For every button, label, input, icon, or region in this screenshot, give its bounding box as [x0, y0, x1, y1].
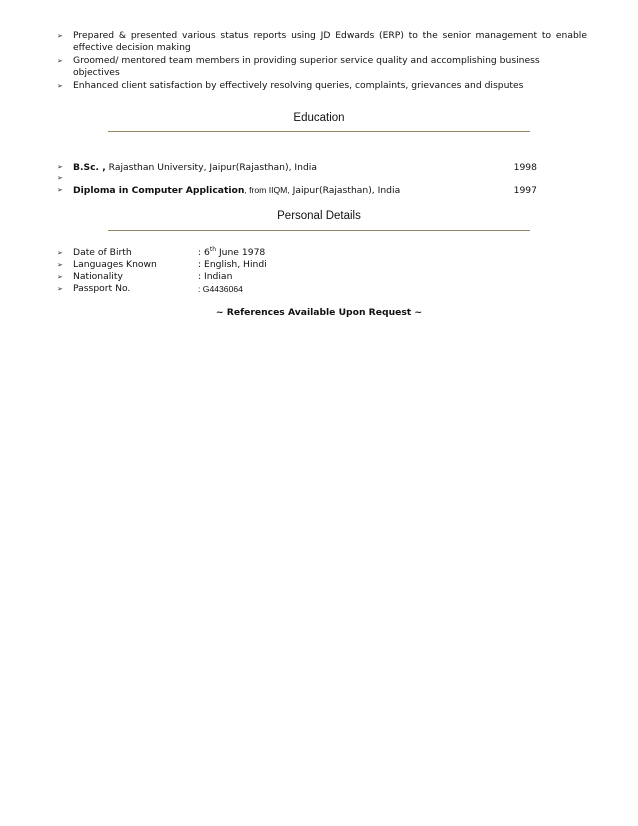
arrow-bullet-icon: ➢ — [57, 174, 63, 182]
graduation-year: 1998 — [513, 162, 537, 173]
degree-name: Diploma in Computer Application — [73, 185, 245, 196]
bullet-text: Prepared & presented various status reports using JD Edwards (ERP) to the senior management to enable effective decision making — [73, 30, 587, 54]
nationality-label: Nationality — [73, 271, 123, 282]
nationality-value: : Indian — [198, 271, 233, 282]
personal-details-divider — [108, 230, 530, 231]
education-heading: Education — [293, 112, 345, 124]
institution-location: Jaipur(Rajasthan), India — [289, 185, 401, 196]
experience-bullets — [57, 30, 587, 92]
languages-value: : English, Hindi — [198, 259, 267, 270]
graduation-year: 1997 — [513, 185, 537, 196]
institution: Rajasthan University, Jaipur(Rajasthan), India — [105, 162, 317, 173]
arrow-bullet-icon: ➢ — [57, 81, 63, 90]
bullet-text: Groomed/ mentored team members in providing superior service quality and accomplishing business objectives — [73, 54, 540, 79]
arrow-bullet-icon: ➢ — [57, 249, 63, 257]
arrow-bullet-icon: ➢ — [57, 32, 63, 40]
list-item — [57, 30, 587, 55]
education-divider — [108, 131, 530, 132]
bullet-text: Enhanced client satisfaction by effectively resolving queries, complaints, grievances and disputes — [73, 79, 524, 91]
nationality-row — [57, 271, 357, 283]
passport-label: Passport No. — [73, 283, 131, 294]
arrow-bullet-icon: ➢ — [57, 163, 63, 171]
arrow-bullet-icon: ➢ — [57, 56, 63, 65]
arrow-bullet-icon: ➢ — [57, 285, 63, 293]
arrow-bullet-icon: ➢ — [57, 186, 63, 194]
passport-value: : G4436064 — [198, 284, 243, 294]
passport-row — [57, 283, 357, 295]
personal-details-heading: Personal Details — [277, 210, 361, 222]
arrow-bullet-icon: ➢ — [57, 261, 63, 269]
references-note: ~ References Available Upon Request ~ — [215, 307, 423, 318]
dob-value: : 6th June 1978 — [198, 245, 266, 258]
institution-name: , from IIQM, — [244, 185, 290, 195]
dob-label: Date of Birth — [73, 247, 132, 258]
list-item — [57, 80, 587, 92]
education-text — [73, 184, 400, 197]
arrow-bullet-icon: ➢ — [57, 273, 63, 281]
degree-name: B.Sc. , — [73, 162, 106, 173]
languages-label: Languages Known — [73, 259, 157, 270]
education-entry-diploma — [57, 184, 537, 197]
list-item — [57, 55, 587, 80]
dob-row — [57, 247, 357, 259]
languages-row — [57, 259, 357, 271]
